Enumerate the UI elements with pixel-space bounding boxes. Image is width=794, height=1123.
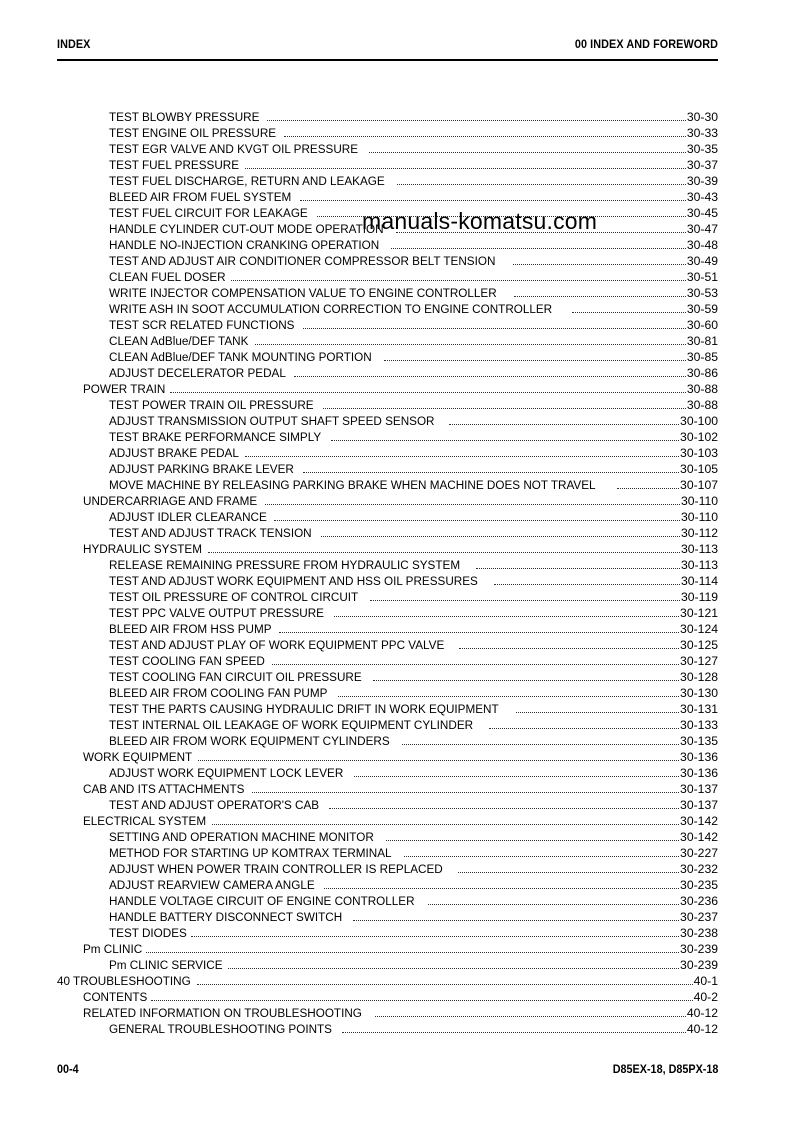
toc-entry-title: WRITE INJECTOR COMPENSATION VALUE TO ENGINE CONTROLLER xyxy=(109,286,497,300)
toc-entry-page: 30-53 xyxy=(686,286,718,300)
dot-leader xyxy=(617,487,679,489)
toc-entry-title: TEST BLOWBY PRESSURE xyxy=(109,110,260,124)
toc-entry-title: ADJUST WORK EQUIPMENT LOCK LEVER xyxy=(109,766,344,780)
dot-leader xyxy=(404,855,679,857)
dot-leader xyxy=(334,615,679,617)
toc-entry-page: 30-131 xyxy=(680,702,718,716)
dot-leader xyxy=(324,887,679,889)
toc-entry-page: 30-237 xyxy=(680,910,718,924)
toc-entry-title: CLEAN FUEL DOSER xyxy=(109,270,226,284)
dot-leader xyxy=(300,199,686,201)
toc-entry-page: 30-100 xyxy=(680,414,718,428)
dot-leader xyxy=(572,311,686,313)
toc-entry-title: MOVE MACHINE BY RELEASING PARKING BRAKE WHEN MACHINE DOES NOT TRAVEL xyxy=(109,478,596,492)
dot-leader xyxy=(272,663,679,665)
model-designation: D85EX-18, D85PX-18 xyxy=(612,1062,718,1076)
toc-entry[interactable] xyxy=(57,909,718,925)
dot-leader xyxy=(265,503,679,505)
toc-entry-title: CLEAN AdBlue/DEF TANK xyxy=(109,334,249,348)
toc-entry-page: 30-110 xyxy=(680,510,718,524)
dot-leader xyxy=(255,343,686,345)
toc-entry[interactable] xyxy=(57,701,718,717)
toc-entry-title: TEST AND ADJUST TRACK TENSION xyxy=(109,526,312,540)
dot-leader xyxy=(476,567,680,569)
dot-leader xyxy=(146,951,679,953)
toc-entry[interactable] xyxy=(57,941,718,957)
toc-entry[interactable] xyxy=(57,829,718,845)
dot-leader xyxy=(494,583,680,585)
toc-entry[interactable] xyxy=(57,573,718,589)
dot-leader xyxy=(170,391,686,393)
toc-entry[interactable] xyxy=(57,893,718,909)
toc-entry-page: 30-128 xyxy=(680,670,718,684)
toc-entry-title: TEST PPC VALVE OUTPUT PRESSURE xyxy=(109,606,324,620)
dot-leader xyxy=(191,935,679,937)
dot-leader xyxy=(391,247,685,249)
toc-entry[interactable] xyxy=(57,173,718,189)
toc-entry[interactable] xyxy=(57,877,718,893)
toc-entry-page: 30-136 xyxy=(680,750,718,764)
dot-leader xyxy=(303,327,686,329)
toc-entry[interactable] xyxy=(57,445,718,461)
dot-leader xyxy=(323,407,686,409)
toc-entry[interactable] xyxy=(57,317,718,333)
dot-leader xyxy=(458,871,679,873)
toc-entry-page: 30-35 xyxy=(686,142,718,156)
dot-leader xyxy=(342,1031,686,1033)
toc-entry-page: 30-125 xyxy=(680,638,718,652)
dot-leader xyxy=(449,423,679,425)
dot-leader xyxy=(386,839,679,841)
toc-entry-title: RELATED INFORMATION ON TROUBLESHOOTING xyxy=(83,1006,362,1020)
toc-entry[interactable] xyxy=(57,845,718,861)
toc-entry[interactable] xyxy=(57,925,718,941)
toc-entry[interactable] xyxy=(57,957,718,973)
dot-leader xyxy=(228,967,679,969)
toc-entry[interactable] xyxy=(57,973,718,989)
toc-entry-page: 30-130 xyxy=(680,686,718,700)
toc-entry-title: TEST AND ADJUST PLAY OF WORK EQUIPMENT PPC VALVE xyxy=(109,638,445,652)
toc-entry-title: BLEED AIR FROM WORK EQUIPMENT CYLINDERS xyxy=(109,734,390,748)
toc-entry-title: ADJUST DECELERATOR PEDAL xyxy=(109,366,286,380)
toc-entry-title: TEST SCR RELATED FUNCTIONS xyxy=(109,318,295,332)
toc-entry-page: 30-81 xyxy=(686,334,718,348)
toc-entry[interactable] xyxy=(57,621,718,637)
toc-entry-title: UNDERCARRIAGE AND FRAME xyxy=(83,494,258,508)
toc-entry-title: ADJUST TRANSMISSION OUTPUT SHAFT SPEED SENSOR xyxy=(109,414,435,428)
toc-entry-title: POWER TRAIN xyxy=(83,382,166,396)
toc-entry-page: 30-124 xyxy=(680,622,718,636)
toc-entry-title: ADJUST WHEN POWER TRAIN CONTROLLER IS REPLACED xyxy=(109,862,443,876)
toc-entry-page: 30-39 xyxy=(686,174,718,188)
toc-entry[interactable] xyxy=(57,733,718,749)
header-section-label: INDEX xyxy=(57,37,91,51)
toc-entry[interactable] xyxy=(57,509,718,525)
toc-entry-page: 30-142 xyxy=(680,830,718,844)
toc-entry[interactable] xyxy=(57,589,718,605)
toc-entry-page: 30-239 xyxy=(680,958,718,972)
toc-entry-page: 30-121 xyxy=(680,606,718,620)
toc-entry-title: ELECTRICAL SYSTEM xyxy=(83,814,207,828)
toc-entry[interactable] xyxy=(57,333,718,349)
toc-entry-page: 30-235 xyxy=(680,878,718,892)
toc-entry-page: 30-48 xyxy=(686,238,718,252)
toc-entry-page: 30-103 xyxy=(680,446,718,460)
dot-leader xyxy=(489,727,679,729)
toc-entry-page: 30-59 xyxy=(686,302,718,316)
toc-entry[interactable] xyxy=(57,781,718,797)
dot-leader xyxy=(284,135,686,137)
toc-entry[interactable] xyxy=(57,189,718,205)
toc-entry-title: TEST FUEL CIRCUIT FOR LEAKAGE xyxy=(109,206,308,220)
toc-entry[interactable] xyxy=(57,413,718,429)
toc-entry-title: TEST FUEL PRESSURE xyxy=(109,158,240,172)
dot-leader xyxy=(331,439,679,441)
toc-entry[interactable] xyxy=(57,269,718,285)
toc-entry-page: 30-37 xyxy=(686,158,718,172)
dot-leader xyxy=(245,167,685,169)
toc-entry[interactable] xyxy=(57,557,718,573)
toc-entry[interactable] xyxy=(57,1021,718,1037)
dot-leader xyxy=(513,263,686,265)
dot-leader xyxy=(516,711,679,713)
toc-entry-title: WORK EQUIPMENT xyxy=(83,750,193,764)
toc-entry-page: 30-137 xyxy=(680,798,718,812)
toc-entry[interactable] xyxy=(57,749,718,765)
toc-entry-page: 30-236 xyxy=(680,894,718,908)
toc-entry-page: 30-227 xyxy=(680,846,718,860)
toc-entry-page: 40-12 xyxy=(686,1006,718,1020)
toc-entry-page: 30-133 xyxy=(680,718,718,732)
toc-entry-title: TEST AND ADJUST OPERATOR'S CAB xyxy=(109,798,320,812)
toc-entry[interactable] xyxy=(57,797,718,813)
toc-entry[interactable] xyxy=(57,141,718,157)
toc-entry[interactable] xyxy=(57,349,718,365)
dot-leader xyxy=(370,599,680,601)
toc-entry[interactable] xyxy=(57,541,718,557)
toc-entry-title: GENERAL TROUBLESHOOTING POINTS xyxy=(109,1022,333,1036)
toc-entry-title: BLEED AIR FROM COOLING FAN PUMP xyxy=(109,686,328,700)
dot-leader xyxy=(151,999,693,1001)
toc-entry-title: HANDLE NO-INJECTION CRANKING OPERATION xyxy=(109,238,380,252)
toc-entry-title: BLEED AIR FROM HSS PUMP xyxy=(109,622,272,636)
toc-entry-title: WRITE ASH IN SOOT ACCUMULATION CORRECTION TO ENGINE CONTROLLER xyxy=(109,302,553,316)
dot-leader xyxy=(212,823,679,825)
toc-entry-title: TEST BRAKE PERFORMANCE SIMPLY xyxy=(109,430,322,444)
dot-leader xyxy=(402,743,679,745)
toc-entry[interactable] xyxy=(57,637,718,653)
toc-entry[interactable] xyxy=(57,157,718,173)
toc-entry-page: 30-142 xyxy=(680,814,718,828)
toc-entry-page: 30-127 xyxy=(680,654,718,668)
toc-entry-page: 30-51 xyxy=(686,270,718,284)
toc-entry-page: 30-88 xyxy=(686,398,718,412)
toc-entry[interactable] xyxy=(57,861,718,877)
toc-entry[interactable] xyxy=(57,381,718,397)
toc-entry[interactable] xyxy=(57,717,718,733)
toc-entry-title: 40 TROUBLESHOOTING xyxy=(57,974,191,988)
toc-entry-page: 30-49 xyxy=(686,254,718,268)
toc-entry-page: 30-30 xyxy=(686,110,718,124)
watermark: manuals-komatsu.com xyxy=(362,208,598,234)
toc-entry-title: TEST COOLING FAN SPEED xyxy=(109,654,265,668)
toc-entry-title: TEST INTERNAL OIL LEAKAGE OF WORK EQUIPMENT CYLINDER xyxy=(109,718,474,732)
dot-leader xyxy=(397,183,686,185)
toc-entry-page: 40-2 xyxy=(693,990,718,1004)
toc-entry-title: BLEED AIR FROM FUEL SYSTEM xyxy=(109,190,292,204)
dot-leader xyxy=(208,551,680,553)
toc-entry-title: TEST COOLING FAN CIRCUIT OIL PRESSURE xyxy=(109,670,362,684)
toc-entry-title: TEST THE PARTS CAUSING HYDRAULIC DRIFT IN WORK EQUIPMENT xyxy=(109,702,499,716)
toc-entry[interactable] xyxy=(57,365,718,381)
dot-leader xyxy=(252,791,679,793)
header-chapter-title: 00 INDEX AND FOREWORD xyxy=(574,37,718,51)
toc-entry-page: 30-88 xyxy=(686,382,718,396)
toc-entry-title: CAB AND ITS ATTACHMENTS xyxy=(83,782,245,796)
toc-entry-title: TEST AND ADJUST AIR CONDITIONER COMPRESSOR BELT TENSION xyxy=(109,254,496,268)
toc-entry-title: HYDRAULIC SYSTEM xyxy=(83,542,202,556)
toc-entry-page: 30-135 xyxy=(680,734,718,748)
toc-entry-title: TEST ENGINE OIL PRESSURE xyxy=(109,126,277,140)
toc-entry[interactable] xyxy=(57,653,718,669)
toc-entry-title: Pm CLINIC SERVICE xyxy=(109,958,223,972)
dot-leader xyxy=(198,759,679,761)
toc-entry-page: 30-60 xyxy=(686,318,718,332)
toc-entry-title: RELEASE REMAINING PRESSURE FROM HYDRAULIC SYSTEM xyxy=(109,558,461,572)
page-footer xyxy=(57,1062,718,1078)
toc-entry[interactable] xyxy=(57,285,718,301)
dot-leader xyxy=(197,983,692,985)
dot-leader xyxy=(245,455,679,457)
toc-entry-page: 30-112 xyxy=(680,526,718,540)
toc-entry-title: Pm CLINIC xyxy=(83,942,143,956)
toc-entry-page: 30-107 xyxy=(680,478,718,492)
toc-entry-page: 30-119 xyxy=(680,590,718,604)
toc-entry-title: TEST OIL PRESSURE OF CONTROL CIRCUIT xyxy=(109,590,359,604)
toc-entry-title: CONTENTS xyxy=(83,990,148,1004)
toc-entry-page: 30-43 xyxy=(686,190,718,204)
dot-leader xyxy=(329,807,679,809)
toc-entry[interactable] xyxy=(57,253,718,269)
toc-entry-title: TEST DIODES xyxy=(109,926,187,940)
dot-leader xyxy=(373,679,679,681)
toc-entry-title: METHOD FOR STARTING UP KOMTRAX TERMINAL xyxy=(109,846,392,860)
toc-entry[interactable] xyxy=(57,493,718,509)
toc-entry[interactable] xyxy=(57,989,718,1005)
toc-entry[interactable] xyxy=(57,237,718,253)
toc-entry-page: 30-114 xyxy=(680,574,718,588)
toc-entry-page: 40-1 xyxy=(693,974,718,988)
toc-entry[interactable] xyxy=(57,461,718,477)
toc-entry-page: 30-113 xyxy=(680,542,718,556)
page-number: 00-4 xyxy=(57,1062,79,1076)
dot-leader xyxy=(514,295,686,297)
page-header xyxy=(57,37,718,61)
toc-entry-page: 30-86 xyxy=(686,366,718,380)
toc-entry-title: HANDLE CYLINDER CUT-OUT MODE OPERATION xyxy=(109,222,384,236)
toc-entry-page: 30-102 xyxy=(680,430,718,444)
toc-entry-title: SETTING AND OPERATION MACHINE MONITOR xyxy=(109,830,374,844)
toc-entry-page: 30-110 xyxy=(680,494,718,508)
dot-leader xyxy=(384,359,686,361)
toc-entry-title: TEST AND ADJUST WORK EQUIPMENT AND HSS OIL PRESSURES xyxy=(109,574,478,588)
toc-entry[interactable] xyxy=(57,477,718,493)
toc-entry[interactable] xyxy=(57,1005,718,1021)
toc-entry[interactable] xyxy=(57,525,718,541)
toc-entry-title: TEST POWER TRAIN OIL PRESSURE xyxy=(109,398,314,412)
dot-leader xyxy=(231,279,685,281)
toc-entry-title: ADJUST REARVIEW CAMERA ANGLE xyxy=(109,878,315,892)
dot-leader xyxy=(353,919,679,921)
dot-leader xyxy=(294,375,686,377)
toc-entry[interactable] xyxy=(57,765,718,781)
toc-entry[interactable] xyxy=(57,685,718,701)
table-of-contents xyxy=(57,109,718,1037)
toc-entry-page: 30-45 xyxy=(686,206,718,220)
toc-entry-page: 30-136 xyxy=(680,766,718,780)
toc-entry[interactable] xyxy=(57,669,718,685)
dot-leader xyxy=(428,903,679,905)
dot-leader xyxy=(303,471,679,473)
toc-entry-page: 30-113 xyxy=(680,558,718,572)
dot-leader xyxy=(354,775,679,777)
toc-entry-title: ADJUST BRAKE PEDAL xyxy=(109,446,239,460)
toc-entry-page: 30-85 xyxy=(686,350,718,364)
toc-entry-page: 30-105 xyxy=(680,462,718,476)
dot-leader xyxy=(459,647,679,649)
toc-entry[interactable] xyxy=(57,429,718,445)
dot-leader xyxy=(274,519,680,521)
toc-entry[interactable] xyxy=(57,125,718,141)
dot-leader xyxy=(321,535,680,537)
dot-leader xyxy=(267,119,686,121)
toc-entry-page: 30-47 xyxy=(686,222,718,236)
toc-entry[interactable] xyxy=(57,813,718,829)
dot-leader xyxy=(375,1015,686,1017)
toc-entry-title: TEST EGR VALVE AND KVGT OIL PRESSURE xyxy=(109,142,359,156)
dot-leader xyxy=(369,151,685,153)
toc-entry-title: ADJUST PARKING BRAKE LEVER xyxy=(109,462,294,476)
toc-entry[interactable] xyxy=(57,397,718,413)
toc-entry-page: 30-239 xyxy=(680,942,718,956)
toc-entry-title: ADJUST IDLER CLEARANCE xyxy=(109,510,267,524)
toc-entry-page: 30-232 xyxy=(680,862,718,876)
toc-entry[interactable] xyxy=(57,605,718,621)
toc-entry-page: 30-238 xyxy=(680,926,718,940)
toc-entry[interactable] xyxy=(57,301,718,317)
toc-entry-title: TEST FUEL DISCHARGE, RETURN AND LEAKAGE xyxy=(109,174,385,188)
toc-entry[interactable] xyxy=(57,109,718,125)
toc-entry-title: HANDLE VOLTAGE CIRCUIT OF ENGINE CONTROLLER xyxy=(109,894,415,908)
toc-entry-title: HANDLE BATTERY DISCONNECT SWITCH xyxy=(109,910,343,924)
dot-leader xyxy=(279,631,679,633)
toc-entry-title: CLEAN AdBlue/DEF TANK MOUNTING PORTION xyxy=(109,350,372,364)
toc-entry-page: 40-12 xyxy=(686,1022,718,1036)
dot-leader xyxy=(338,695,680,697)
toc-entry-page: 30-33 xyxy=(686,126,718,140)
toc-entry-page: 30-137 xyxy=(680,782,718,796)
